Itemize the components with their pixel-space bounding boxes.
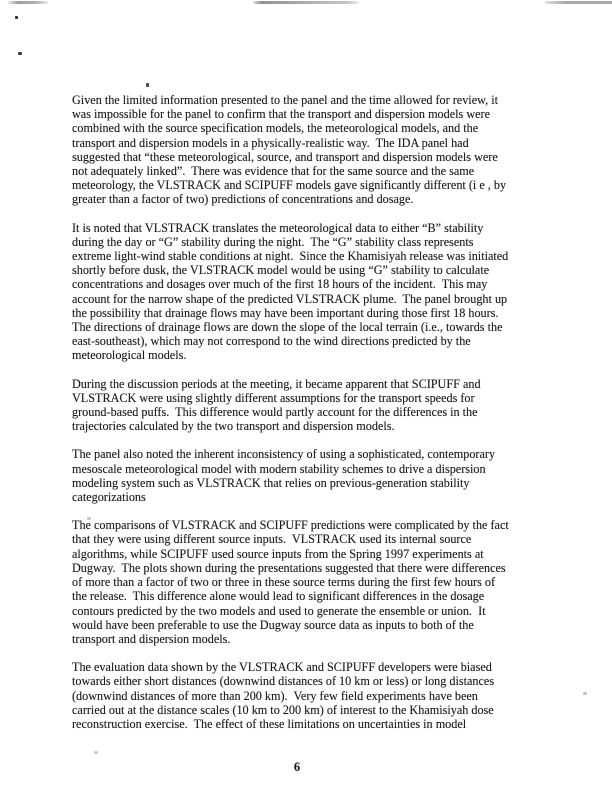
- text-line: that they were using different source inputs. VLSTRACK used its internal source: [72, 532, 472, 547]
- text-line: the possibility that drainage flows may have been important during those first 18 hours.: [72, 305, 499, 320]
- text-line: would have been preferable to use the Dugway source data as inputs to both of the: [72, 617, 474, 632]
- paragraph: [72, 660, 564, 731]
- scan-artifact-speck: [583, 692, 587, 695]
- text-line: The panel also noted the inherent inconsistency of using a sophisticated, contemporary: [72, 447, 496, 462]
- text-line: was impossible for the panel to confirm that the transport and dispersion models were: [72, 107, 490, 122]
- text-line: mesoscale meteorological model with modern stability schemes to drive a dispersion: [72, 461, 486, 476]
- text-line: (downwind distances of more than 200 km). Very few field experiments have been: [72, 688, 478, 703]
- paragraph: [72, 447, 564, 504]
- text-line: meteorological models.: [72, 348, 187, 363]
- text-line: It is noted that VLSTRACK translates the meteorological data to either “B” stability: [72, 220, 484, 235]
- text-line: transport and dispersion models.: [72, 631, 231, 646]
- text-line: algorithms, while SCIPUFF used source inputs from the Spring 1997 experiments at: [72, 546, 484, 561]
- text-line: Given the limited information presented to the panel and the time allowed for review, it: [72, 93, 498, 107]
- scan-artifact-speck: [18, 52, 22, 55]
- text-block: [72, 93, 564, 745]
- text-line: shortly before dusk, the VLSTRACK model would be using “G” stability to calculate: [72, 263, 490, 278]
- scan-artifact-smudge: [545, 1, 612, 4]
- text-line: not adequately linked”. There was evidence that for the same source and the same: [72, 164, 475, 179]
- text-line: transport and dispersion models in a physically-realistic way. The IDA panel had: [72, 135, 469, 150]
- text-line: trajectories calculated by the two transport and dispersion models.: [72, 419, 395, 434]
- scan-artifact-smudge: [8, 1, 48, 4]
- paragraph: [72, 93, 564, 207]
- text-line: concentrations and dosages over much of the first 18 hours of the incident. This may: [72, 277, 488, 292]
- text-line: During the discussion periods at the meeting, it became apparent that SCIPUFF and: [72, 376, 481, 391]
- text-line: during the day or “G” stability during the night. The “G” stability class represents: [72, 234, 474, 249]
- text-line: The evaluation data shown by the VLSTRACK and SCIPUFF developers were biased: [72, 660, 492, 675]
- text-line: the release. This difference alone would lead to significant differences in the dosage: [72, 589, 485, 604]
- paragraph: [72, 518, 564, 646]
- scan-artifact-speck: [146, 83, 149, 87]
- text-line: of more than a factor of two or three in these source terms during the first few hours of: [72, 575, 496, 590]
- text-line: contours predicted by the two models and used to generate the ensemble or union. It: [72, 603, 486, 618]
- scan-artifact-speck: [94, 751, 98, 754]
- text-line: suggested that “these meteorological, source, and transport and dispersion models were: [72, 149, 498, 164]
- page-number: 6: [293, 760, 301, 774]
- text-line: greater than a factor of two) predictions of concentrations and dosage.: [72, 192, 414, 207]
- paragraph: [72, 377, 564, 434]
- text-line: The comparisons of VLSTRACK and SCIPUFF predictions were complicated by the fact: [72, 518, 509, 533]
- text-line: east-southeast), which may not correspond to the wind directions predicted by the: [72, 334, 471, 349]
- text-line: modeling system such as VLSTRACK that relies on previous-generation stability: [72, 475, 470, 490]
- text-line: towards either short distances (downwind distances of 10 km or less) or long distances: [72, 674, 495, 689]
- text-line: VLSTRACK were using slightly different assumptions for the transport speeds for: [72, 390, 475, 405]
- text-line: account for the narrow shape of the predicted VLSTRACK plume. The panel brought up: [72, 291, 508, 306]
- text-line: ground-based puffs. This difference would partly account for the differences in the: [72, 405, 478, 420]
- text-line: extreme light-wind stable conditions at night. Since the Khamisiyah release was initiated: [72, 249, 509, 264]
- text-line: Dugway. The plots shown during the presentations suggested that there were differences: [72, 560, 506, 575]
- scan-artifact-smudge: [253, 1, 359, 4]
- text-line: categorizations: [72, 490, 146, 505]
- text-line: reconstruction exercise. The effect of these limitations on uncertainties in model: [72, 716, 467, 731]
- text-line: carried out at the distance scales (10 km to 200 km) of interest to the Khamisiyah dose: [72, 702, 494, 717]
- scan-artifact-speck: [15, 16, 18, 19]
- text-line: The directions of drainage flows are down the slope of the local terrain (i.e., towards the: [72, 320, 503, 335]
- paragraph: [72, 221, 564, 363]
- text-line: combined with the source specification models, the meteorological models, and the: [72, 121, 479, 136]
- text-line: meteorology, the VLSTRACK and SCIPUFF models gave significantly different (i e , by: [72, 178, 507, 193]
